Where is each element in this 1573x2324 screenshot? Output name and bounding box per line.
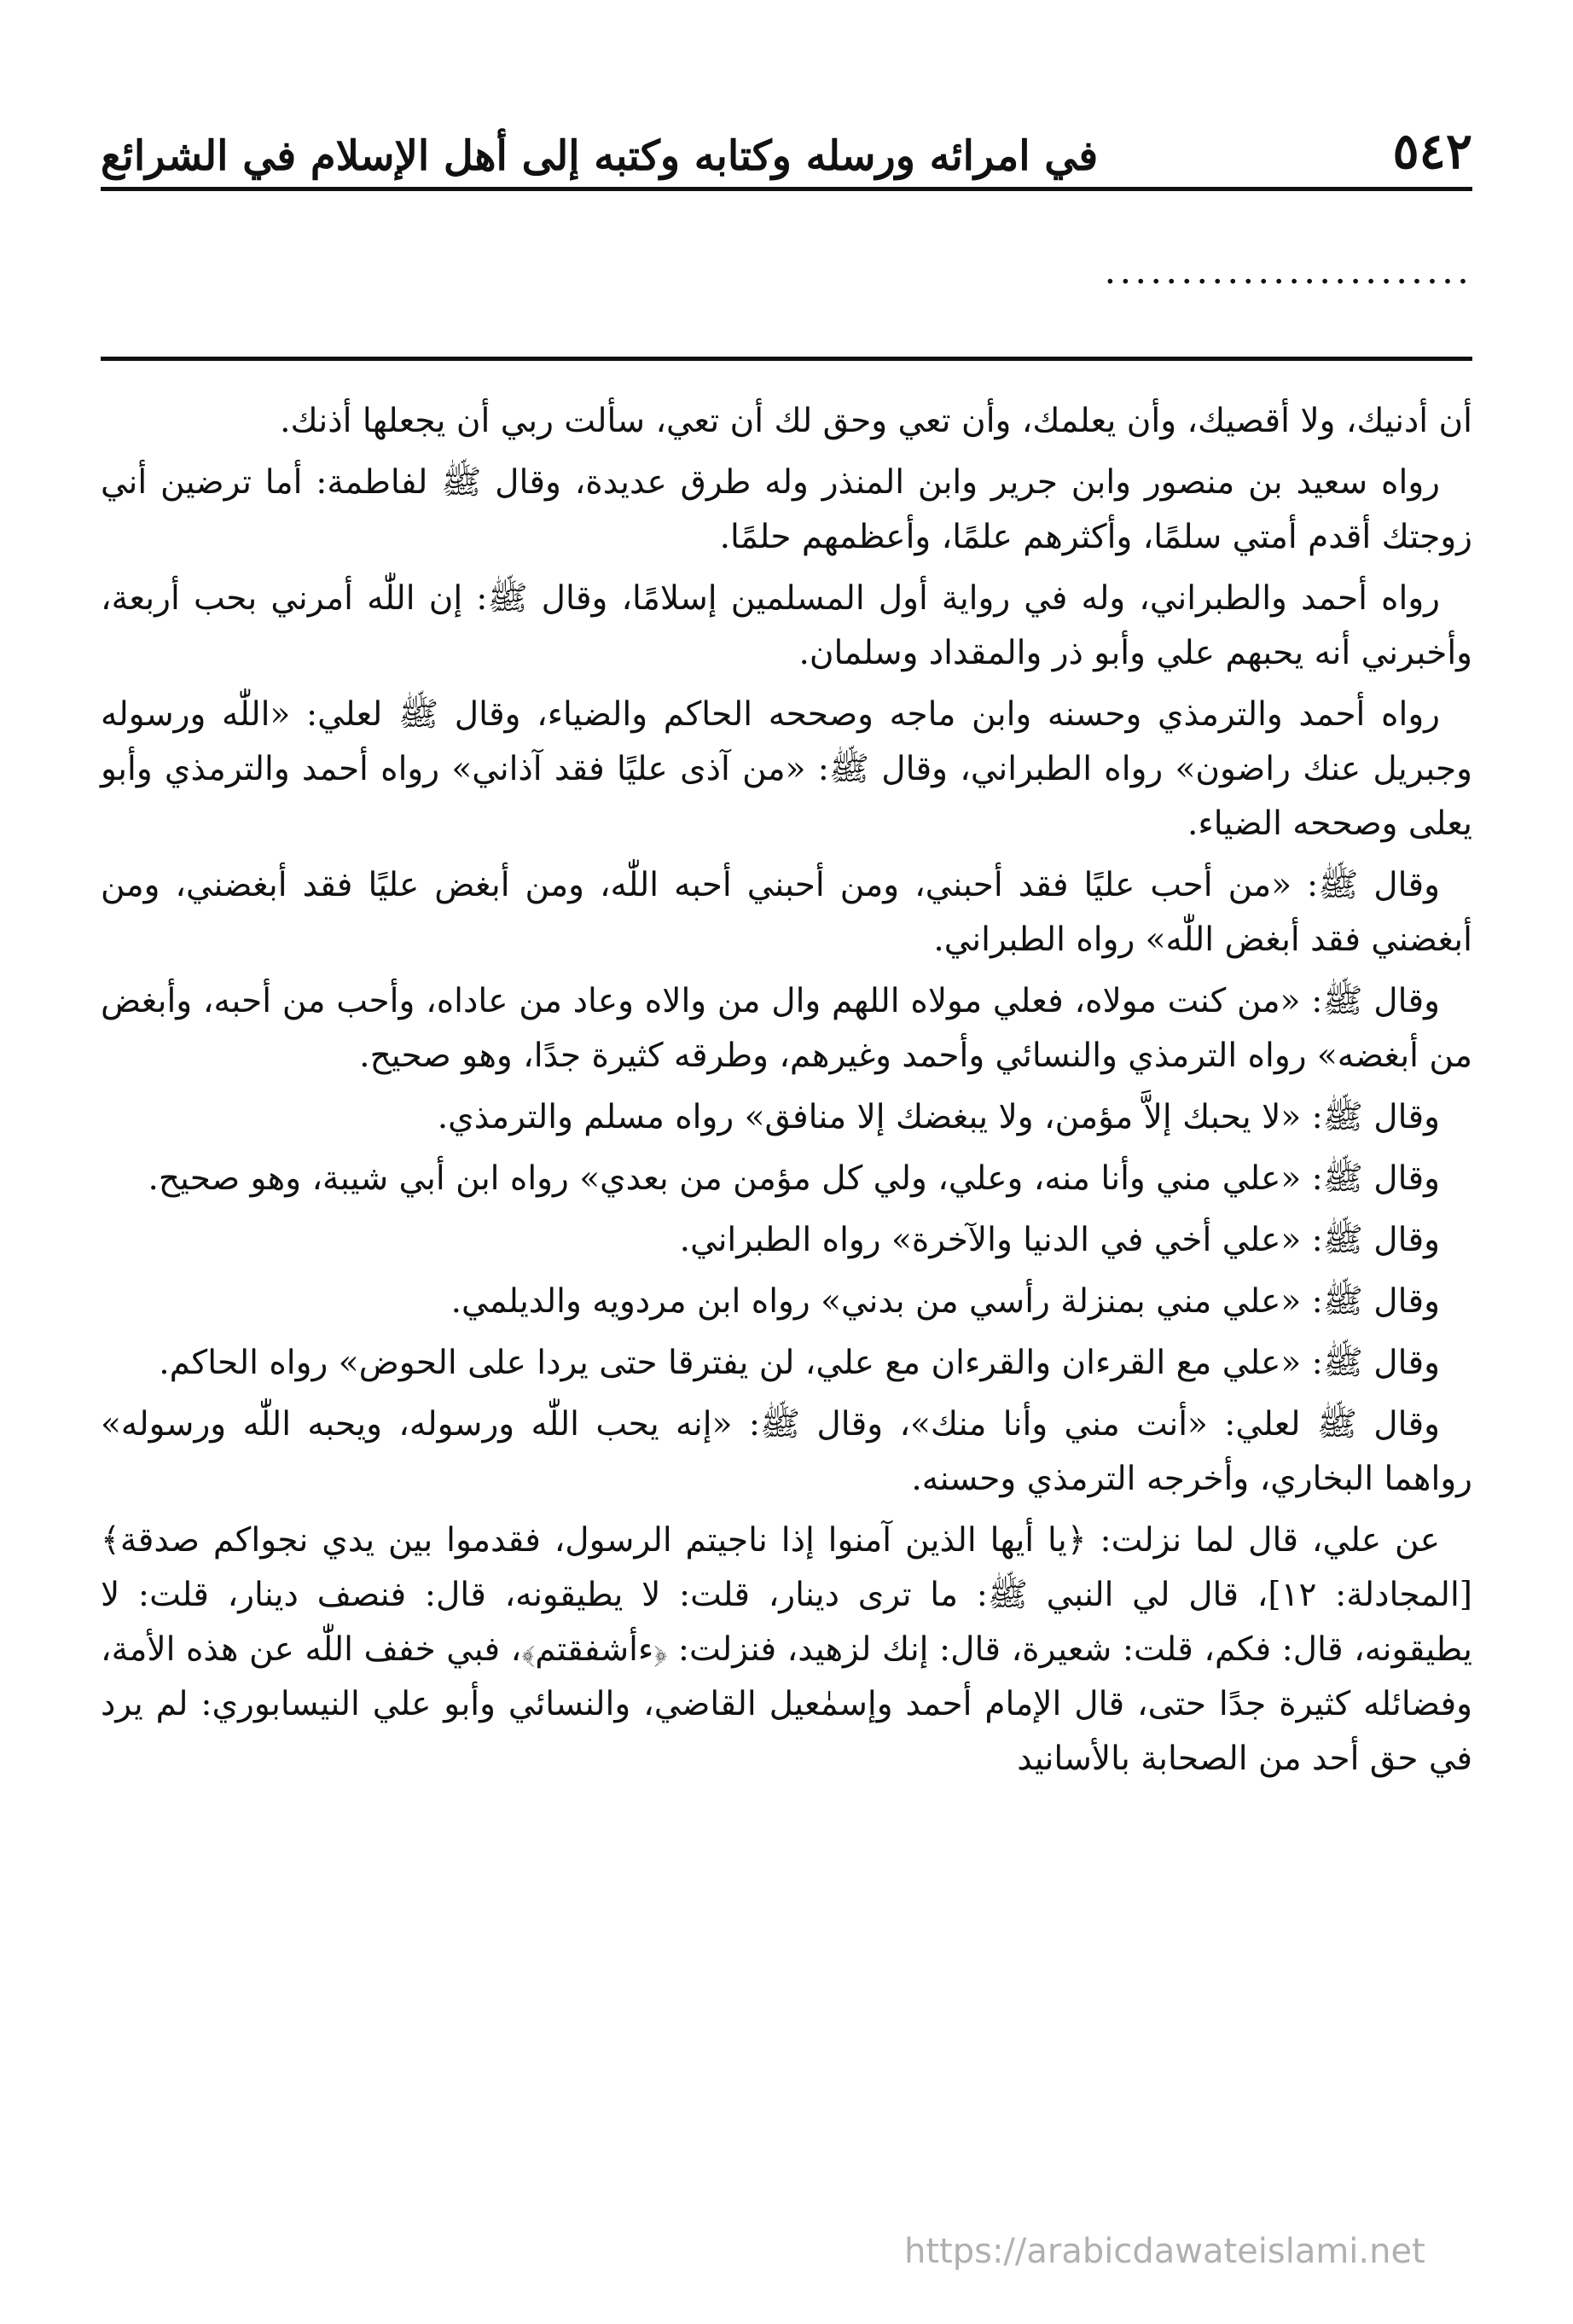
- paragraph: وقال ﷺ: «لا يحبك إلاَّ مؤمن، ولا يبغضك إلا منافق» رواه مسلم والترمذي.: [437, 1098, 1440, 1136]
- paragraph: وقال ﷺ: «من كنت مولاه، فعلي مولاه اللهم وال من والاه وعاد من عاداه، وأحب من أحبه، وأبغض من أبغضه» رواه الترمذي والنسائي وأحمد وغيرهم، وطرقه كثيرة جدًا، وهو صحيح.: [101, 982, 1472, 1075]
- paragraph: وقال ﷺ: «علي مني وأنا منه، وعلي، ولي كل مؤمن من بعدي» رواه ابن أبي شيبة، وهو صحيح.: [148, 1159, 1440, 1198]
- paragraph: رواه أحمد والطبراني، وله في رواية أول المسلمين إسلامًا، وقال ﷺ: إن اللّٰه أمرني بحب أربعة، وأخبرني أنه يحبهم علي وأبو ذر والمقداد وسلمان.: [101, 579, 1472, 672]
- paragraph: وقال ﷺ: «من أحب عليًا فقد أحبني، ومن أحبني أحبه اللّٰه، ومن أبغض عليًا فقد أبغضني، ومن أبغضني فقد أبغض اللّٰه» رواه الطبراني.: [101, 866, 1472, 959]
- paragraph: عن علي، قال لما نزلت: ﴿يا أيها الذين آمنوا إذا ناجيتم الرسول، فقدموا بين يدي نجواكم صدقة﴾ [المجادلة: ١٢]، قال لي النبي ﷺ: ما ترى دينار، قلت: لا يطيقونه، قال: فنصف دينار، قلت: لا يطيقونه، قال: فكم، قلت: شعيرة، قال: إنك لزهيد، فنزلت: ﴿ءأشفقتم﴾، فبي خفف اللّٰه عن هذه الأمة، وفضائله كثيرة جدًا حتى، قال الإمام أحمد وإسمٰعيل القاضي، والنسائي وأبو علي النيسابوري: لم يرد في حق أحد من الصحابة بالأسانيد: [101, 1521, 1472, 1778]
- paragraph: وقال ﷺ: «علي أخي في الدنيا والآخرة» رواه الطبراني.: [679, 1221, 1440, 1259]
- body-text: [101, 394, 1472, 1793]
- paragraph: رواه سعيد بن منصور وابن جرير وابن المنذر وله طرق عديدة، وقال ﷺ لفاطمة: أما ترضين أني زوجتك أقدم أمتي سلمًا، وأكثرهم علمًا، وأعظمهم حلمًا.: [101, 463, 1472, 556]
- paragraph: وقال ﷺ: «علي مع القرءان والقرءان مع علي، لن يفترقا حتى يردا على الحوض» رواه الحاكم.: [159, 1344, 1440, 1382]
- paragraph: وقال ﷺ لعلي: «أنت مني وأنا منك»، وقال ﷺ: «إنه يحب اللّٰه ورسوله، ويحبه اللّٰه ورسوله» رواهما البخاري، وأخرجه الترمذي وحسنه.: [101, 1405, 1472, 1498]
- running-title: في امرائه ورسله وكتابه وكتبه إلى أهل الإسلام في الشرائع: [101, 132, 1099, 180]
- section-divider: [101, 357, 1472, 361]
- paragraph: وقال ﷺ: «علي مني بمنزلة رأسي من بدني» رواه ابن مردويه والديلمي.: [450, 1282, 1440, 1321]
- omission-dots: ........................: [1104, 249, 1472, 293]
- page-header: [101, 109, 1472, 191]
- page-number: ٥٤٢: [1392, 122, 1472, 180]
- paragraph: رواه أحمد والترمذي وحسنه وابن ماجه وصححه الحاكم والضياء، وقال ﷺ لعلي: «اللّٰه ورسوله وجبريل عنك راضون» رواه الطبراني، وقال ﷺ: «من آذى عليًا فقد آذاني» رواه أحمد والترمذي وأبو يعلى وصححه الضياء.: [101, 695, 1472, 843]
- watermark-url: https://arabicdawateislami.net: [904, 2232, 1425, 2271]
- paragraph: أن أدنيك، ولا أقصيك، وأن يعلمك، وأن تعي وحق لك أن تعي، سألت ربي أن يجعلها أذنك.: [280, 402, 1472, 440]
